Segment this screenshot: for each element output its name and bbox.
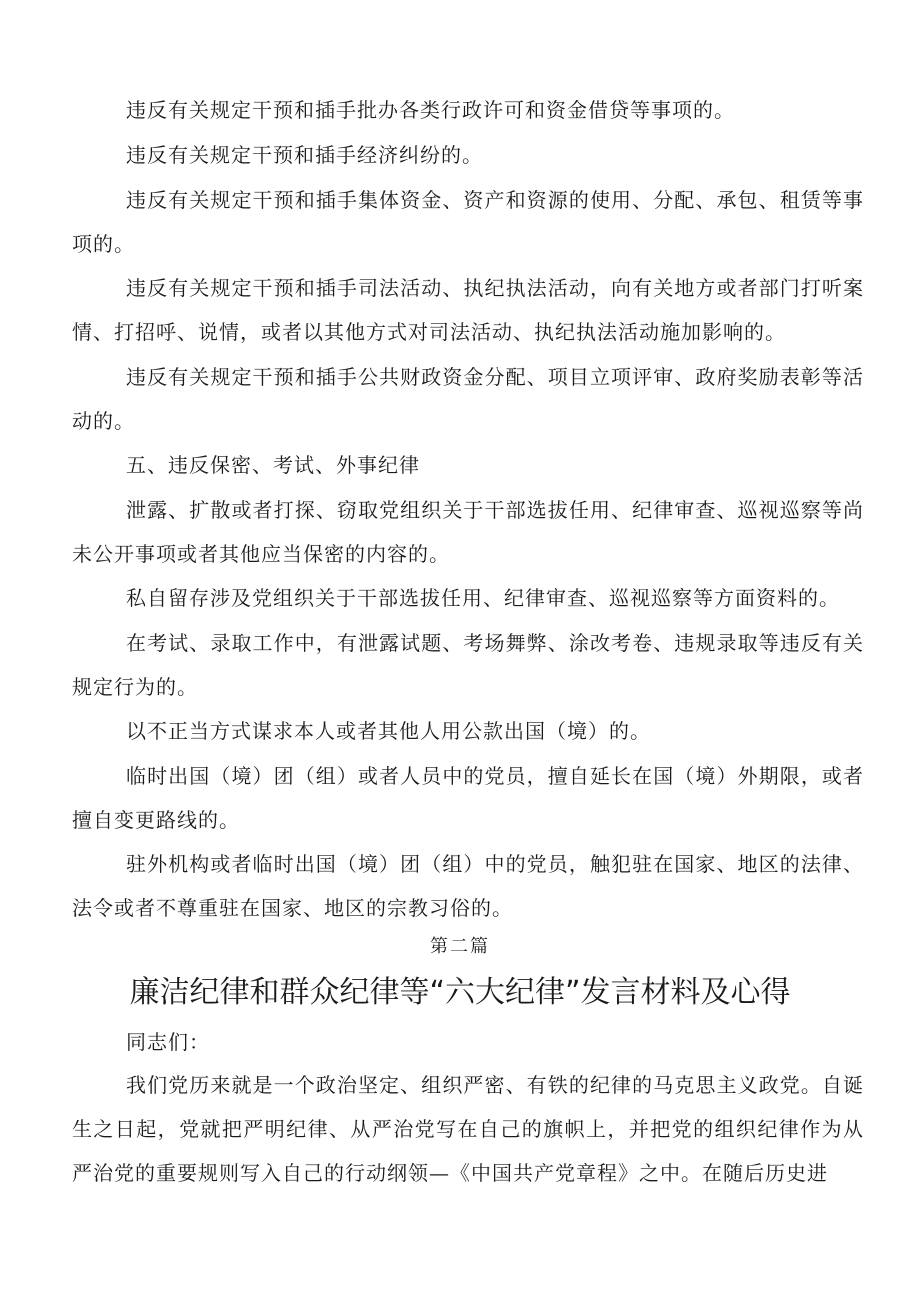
paragraph-leak-secrets: 泄露、扩散或者打探、窃取党组织关于干部选拔任用、纪律审查、巡视巡察等尚未公开事项或者其他应当保密的内容的。 [72, 498, 864, 566]
paragraph-retain-materials: 私自留存涉及党组织关于干部选拔任用、纪律审查、巡视巡察等方面资料的。 [126, 586, 840, 610]
salutation: 同志们： [126, 1030, 210, 1054]
paragraph-party-discipline-history: 我们党历来就是一个政治坚定、组织严密、有铁的纪律的马克思主义政党。自诞生之日起，党就把严明纪律、从严治党写在自己的旗帜上，并把党的组织纪律作为从严治党的重要规则写入自己的行动纲领—《中国共产党章程》之中。在随后历史进 [72, 1073, 864, 1185]
paragraph-intervene-licensing: 违反有关规定干预和插手批办各类行政许可和资金借贷等事项的。 [126, 98, 735, 122]
paragraph-exam-cheating: 在考试、录取工作中，有泄露试题、考场舞弊、涂改考卷、违规录取等违反有关规定行为的。 [72, 631, 864, 699]
paragraph-public-funds-abroad: 以不正当方式谋求本人或者其他人用公款出国（境）的。 [126, 719, 651, 743]
paragraph-extend-abroad: 临时出国（境）团（组）或者人员中的党员，擅自延长在国（境）外期限，或者擅自变更路线的。 [72, 764, 864, 832]
section-label: 第二篇 [430, 936, 490, 957]
article-title: 廉洁纪律和群众纪律等“六大纪律”发言材料及心得 [129, 975, 791, 1010]
section-heading-five: 五、违反保密、考试、外事纪律 [126, 453, 420, 477]
paragraph-intervene-disputes: 违反有关规定干预和插手经济纠纷的。 [126, 143, 483, 167]
paragraph-violate-local-law: 驻外机构或者临时出国（境）团（组）中的党员，触犯驻在国家、地区的法律、法令或者不尊重驻在国家、地区的宗教习俗的。 [72, 852, 864, 920]
paragraph-intervene-judicial: 违反有关规定干预和插手司法活动、执纪执法活动，向有关地方或者部门打听案情、打招呼、说情，或者以其他方式对司法活动、执纪执法活动施加影响的。 [72, 276, 864, 344]
paragraph-intervene-collective-assets: 违反有关规定干预和插手集体资金、资产和资源的使用、分配、承包、租赁等事项的。 [72, 188, 864, 256]
paragraph-intervene-public-finance: 违反有关规定干预和插手公共财政资金分配、项目立项评审、政府奖励表彰等活动的。 [72, 365, 864, 433]
